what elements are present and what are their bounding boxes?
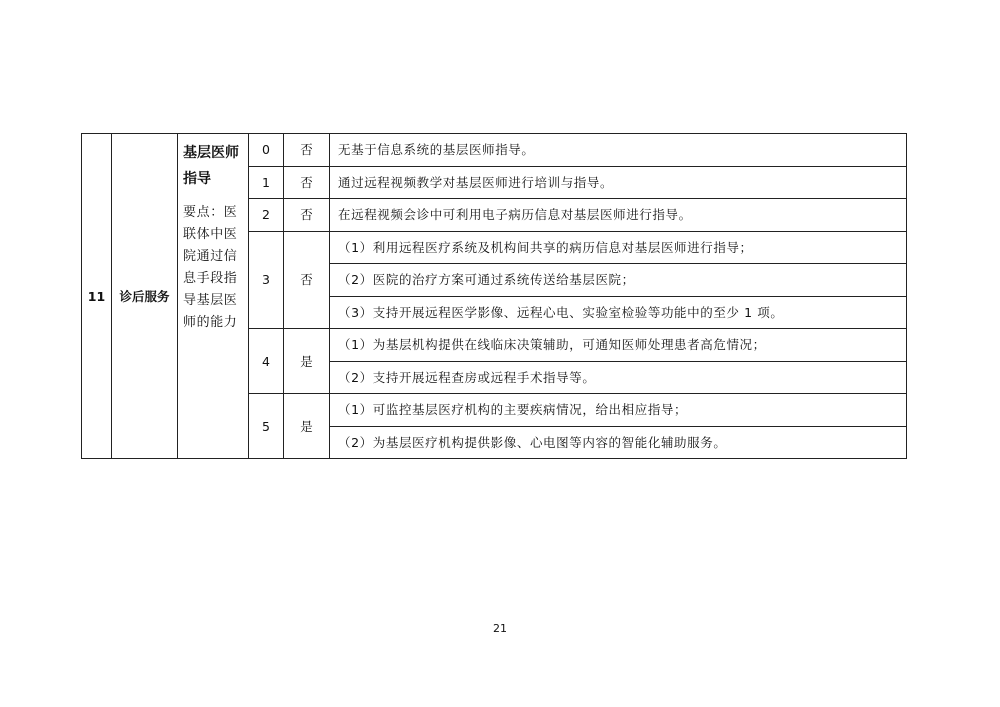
description-cell: （2）支持开展远程查房或远程手术指导等。: [330, 361, 907, 394]
flag-cell: 是: [284, 394, 330, 459]
category-cell: 诊后服务: [112, 134, 178, 459]
item-title: 基层医师指导: [183, 145, 239, 187]
level-cell: 1: [249, 166, 284, 199]
evaluation-table: [81, 133, 907, 459]
level-cell: 2: [249, 199, 284, 232]
level-cell: 5: [249, 394, 284, 459]
row-number: 11: [82, 134, 112, 459]
flag-cell: 否: [284, 199, 330, 232]
description-cell: （1）利用远程医疗系统及机构间共享的病历信息对基层医师进行指导；: [330, 231, 907, 264]
description-cell: 通过远程视频教学对基层医师进行培训与指导。: [330, 166, 907, 199]
description-cell: 无基于信息系统的基层医师指导。: [330, 134, 907, 167]
flag-cell: 是: [284, 329, 330, 394]
description-cell: （1）可监控基层医疗机构的主要疾病情况，给出相应指导；: [330, 394, 907, 427]
flag-cell: 否: [284, 166, 330, 199]
level-cell: 3: [249, 231, 284, 329]
item-note: 要点：医联体中医院通过信息手段指导基层医师的能力: [183, 205, 238, 330]
flag-cell: 否: [284, 134, 330, 167]
page-number: 21: [493, 622, 507, 635]
level-cell: 0: [249, 134, 284, 167]
description-cell: 在远程视频会诊中可利用电子病历信息对基层医师进行指导。: [330, 199, 907, 232]
description-cell: （3）支持开展远程医学影像、远程心电、实验室检验等功能中的至少 1 项。: [330, 296, 907, 329]
item-cell: [178, 134, 249, 459]
level-cell: 4: [249, 329, 284, 394]
description-cell: （1）为基层机构提供在线临床决策辅助，可通知医师处理患者高危情况；: [330, 329, 907, 362]
description-cell: （2）为基层医疗机构提供影像、心电图等内容的智能化辅助服务。: [330, 426, 907, 459]
description-cell: （2）医院的治疗方案可通过系统传送给基层医院；: [330, 264, 907, 297]
flag-cell: 否: [284, 231, 330, 329]
